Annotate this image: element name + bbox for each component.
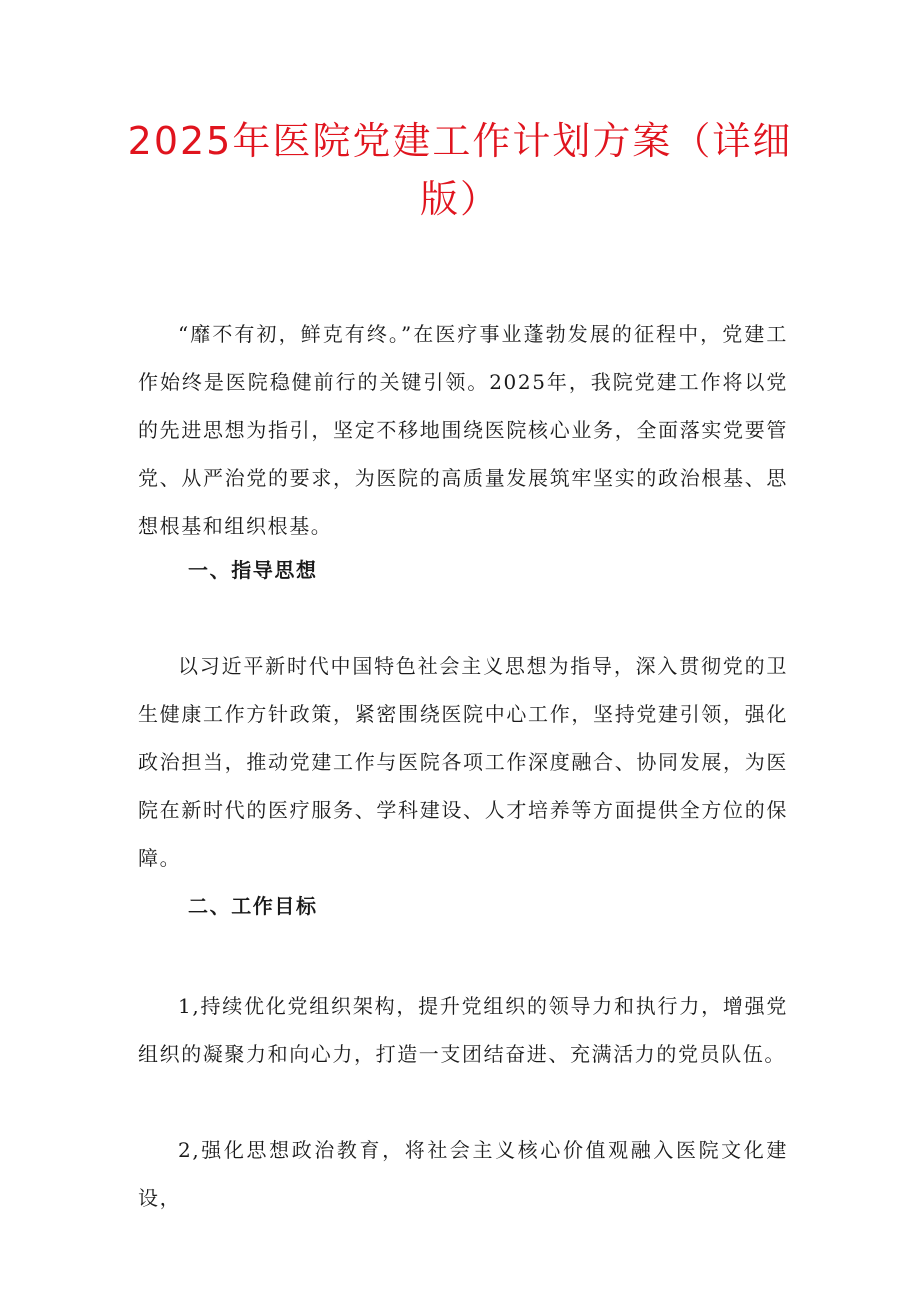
work-goal-item-1: 1,持续优化党组织架构，提升党组织的领导力和执行力，增强党组织的凝聚力和向心力，打造一支团结奋进、充满活力的党员队伍。 <box>138 994 788 1066</box>
document-title: 2025年医院党建工作计划方案（详细版） <box>127 119 793 221</box>
work-goal-item-2: 2,强化思想政治教育，将社会主义核心价值观融入医院文化建设， <box>138 1138 788 1210</box>
intro-paragraph: “靡不有初，鲜克有终。”在医疗事业蓬勃发展的征程中，党建工作始终是医院稳健前行的关键引领。2025年，我院党建工作将以党的先进思想为指引，坚定不移地围绕医院核心业务，全面落实党要管党、从严治党的要求，为医院的高质量发展筑牢坚实的政治根基、思想根基和组织根基。 <box>138 322 788 538</box>
section-heading-work-goals: 二、工作目标 <box>188 894 318 918</box>
section-heading-guiding-ideology: 一、指导思想 <box>188 558 318 582</box>
guiding-ideology-paragraph: 以习近平新时代中国特色社会主义思想为指导，深入贯彻党的卫生健康工作方针政策，紧密围绕医院中心工作，坚持党建引领，强化政治担当，推动党建工作与医院各项工作深度融合、协同发展，为医院在新时代的医疗服务、学科建设、人才培养等方面提供全方位的保障。 <box>138 654 788 870</box>
